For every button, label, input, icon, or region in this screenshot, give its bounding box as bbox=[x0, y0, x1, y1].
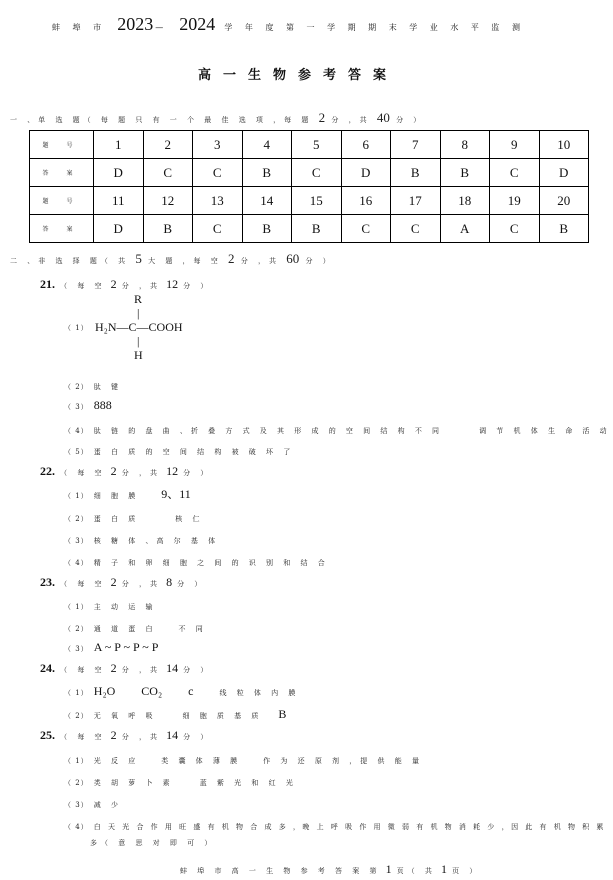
footer-text: 蚌 埠 市 高 一 生 物 参 考 答 案 第 bbox=[180, 867, 381, 875]
section-2-heading bbox=[10, 251, 334, 267]
answer-text: 光 反 应 bbox=[93, 757, 140, 765]
score-text: （ 每 空 bbox=[60, 733, 106, 741]
row-label-answer: 答 案 bbox=[30, 215, 94, 243]
exam-header bbox=[52, 14, 525, 35]
answer-text: A ~ P ~ P ~ P bbox=[93, 640, 159, 654]
answer-label: （ 1） bbox=[64, 603, 89, 611]
q25-answer-2 bbox=[64, 770, 297, 789]
question-number: 21. bbox=[40, 277, 55, 291]
table-cell: 11 bbox=[94, 187, 144, 215]
table-cell: C bbox=[490, 159, 540, 187]
answer-label: （ 4） bbox=[64, 559, 89, 567]
answer-text-2: 调 节 机 体 生 命 活 动 bbox=[479, 427, 611, 435]
table-cell: 12 bbox=[143, 187, 193, 215]
score-text: （ 每 空 bbox=[60, 580, 106, 588]
q22-answer-2 bbox=[64, 506, 203, 525]
score-text: 分 ） bbox=[183, 666, 212, 674]
section-1-text-b: 分 ，共 bbox=[331, 116, 371, 124]
question-number: 22. bbox=[40, 464, 55, 478]
table-cell: B bbox=[539, 215, 589, 243]
score-total: 12 bbox=[166, 464, 179, 478]
row-label-question: 题 号 bbox=[30, 187, 94, 215]
table-cell: B bbox=[292, 215, 342, 243]
answer-label: （ 5） bbox=[64, 448, 89, 456]
table-cell: 13 bbox=[193, 187, 243, 215]
answer-label: （ 2） bbox=[64, 625, 89, 633]
q23-answer-3 bbox=[64, 636, 158, 655]
page-number: 1 bbox=[385, 862, 392, 876]
section-1-text-a: 一 、单 选 题（ 每 题 只 有 一 个 最 佳 选 项 ，每 题 bbox=[10, 116, 313, 124]
header-year-start: 2023 bbox=[117, 14, 154, 34]
answer-label: （ 2） bbox=[64, 515, 89, 523]
question-number: 25. bbox=[40, 728, 55, 742]
score-total: 12 bbox=[166, 277, 179, 291]
score-points: 2 bbox=[110, 728, 117, 742]
header-suffix: 学 年 度 第 一 学 期 期 末 学 业 水 平 监 测 bbox=[224, 23, 525, 32]
header-prefix: 蚌 埠 市 bbox=[52, 23, 107, 32]
answer-text-2: 蓝 紫 光 和 红 光 bbox=[199, 779, 297, 787]
formula-bond-top: | bbox=[137, 306, 140, 320]
answer-table bbox=[29, 130, 589, 243]
table-cell: C bbox=[292, 159, 342, 187]
answer-text-3: c bbox=[188, 684, 194, 698]
table-cell: 7 bbox=[391, 131, 441, 159]
table-cell: C bbox=[490, 215, 540, 243]
score-text: 分 ） bbox=[183, 469, 212, 477]
score-text: 分 ） bbox=[177, 580, 206, 588]
table-cell: B bbox=[242, 159, 292, 187]
answer-text: 细 胞 膜 bbox=[93, 492, 140, 500]
answer-text: H₂O bbox=[93, 684, 116, 698]
table-cell: 14 bbox=[242, 187, 292, 215]
question-23-heading bbox=[40, 571, 205, 590]
q25-answer-4 bbox=[64, 814, 606, 833]
section-1-heading bbox=[10, 110, 424, 126]
score-text: 分 ） bbox=[183, 282, 212, 290]
answer-label: （ 1） bbox=[64, 757, 89, 765]
question-number: 23. bbox=[40, 575, 55, 589]
table-cell: 18 bbox=[440, 187, 490, 215]
answer-text: 无 氧 呼 吸 bbox=[93, 712, 157, 720]
page-total: 1 bbox=[441, 862, 447, 876]
table-cell: D bbox=[341, 159, 391, 187]
table-cell: 8 bbox=[440, 131, 490, 159]
q21-answer-3 bbox=[64, 394, 112, 413]
answer-text-2: 核 仁 bbox=[175, 515, 204, 523]
section-2-text-d: 分 ） bbox=[305, 257, 334, 265]
table-cell: 17 bbox=[391, 187, 441, 215]
q21-answer-1-label: （ 1） bbox=[64, 324, 89, 332]
row-label-answer: 答 案 bbox=[30, 159, 94, 187]
table-cell: D bbox=[539, 159, 589, 187]
table-cell: 15 bbox=[292, 187, 342, 215]
table-cell: 2 bbox=[143, 131, 193, 159]
table-cell: 4 bbox=[242, 131, 292, 159]
answer-label: （ 3） bbox=[64, 403, 89, 411]
answer-text: 蛋 白 质 的 空 间 结 构 被 破 坏 了 bbox=[93, 448, 295, 456]
q25-answer-4-continued: 多（ 意 思 对 即 可 ） bbox=[90, 839, 216, 847]
table-cell: 10 bbox=[539, 131, 589, 159]
section-1-points: 2 bbox=[318, 110, 326, 125]
table-cell: 9 bbox=[490, 131, 540, 159]
section-1-total: 40 bbox=[376, 110, 390, 125]
section-2-points: 2 bbox=[228, 251, 235, 266]
table-cell: B bbox=[391, 159, 441, 187]
section-2-text-c: 分 ，共 bbox=[240, 257, 280, 265]
table-cell: 1 bbox=[94, 131, 144, 159]
score-text: （ 每 空 bbox=[60, 469, 106, 477]
answer-text: 主 动 运 输 bbox=[93, 603, 157, 611]
header-year-end: 2024 bbox=[179, 14, 216, 34]
answer-label: （ 2） bbox=[64, 779, 89, 787]
score-text: 分 ） bbox=[183, 733, 212, 741]
answer-text-4: 线 粒 体 内 膜 bbox=[219, 689, 300, 697]
row-label-question: 题 号 bbox=[30, 131, 94, 159]
table-row-question-numbers-1 bbox=[30, 131, 589, 159]
answer-text: 白 天 光 合 作 用 旺 盛 有 机 物 合 成 多 ，晚 上 呼 吸 作 用 微 弱 有 机 物 消 耗 少 ，因 此 有 机 物 积 累 bbox=[93, 823, 606, 831]
q25-answer-3 bbox=[64, 792, 122, 811]
answer-text-3: B bbox=[278, 707, 287, 721]
answer-label: （ 4） bbox=[64, 427, 89, 435]
score-text: 分 ，共 bbox=[121, 733, 161, 741]
answer-text: 减 少 bbox=[93, 801, 123, 809]
table-cell: D bbox=[94, 215, 144, 243]
footer-text: 页 ） bbox=[452, 867, 481, 875]
table-row-answers-2 bbox=[30, 215, 589, 243]
table-cell: D bbox=[94, 159, 144, 187]
header-dash: — bbox=[155, 23, 169, 32]
answer-label: （ 3） bbox=[64, 645, 89, 653]
score-text: （ 每 空 bbox=[60, 666, 106, 674]
answer-text-2: 9、11 bbox=[161, 487, 191, 501]
score-total: 8 bbox=[166, 575, 173, 589]
page-footer bbox=[180, 858, 480, 877]
score-points: 2 bbox=[110, 661, 117, 675]
answer-text: 蛋 白 质 bbox=[93, 515, 140, 523]
table-cell: 19 bbox=[490, 187, 540, 215]
score-text: 分 ，共 bbox=[121, 469, 161, 477]
answer-label: （ 2） bbox=[64, 383, 89, 391]
answer-text-2: 细 胞 质 基 质 bbox=[182, 712, 263, 720]
score-text: 分 ，共 bbox=[121, 666, 161, 674]
page-title: 高一生物参考答案 bbox=[198, 68, 399, 83]
section-2-total: 60 bbox=[286, 251, 300, 266]
q22-answer-3 bbox=[64, 528, 219, 547]
section-1-text-c: 分 ） bbox=[396, 116, 425, 124]
answer-text: 肽 链 的 盘 曲 、折 叠 方 式 及 其 形 成 的 空 间 结 构 不 同 bbox=[93, 427, 444, 435]
q23-answer-1 bbox=[64, 594, 156, 613]
table-cell: 20 bbox=[539, 187, 589, 215]
q22-answer-1 bbox=[64, 483, 191, 502]
table-cell: 5 bbox=[292, 131, 342, 159]
question-22-heading bbox=[40, 460, 211, 479]
answer-label: （ 3） bbox=[64, 537, 89, 545]
answer-label: （ 1） bbox=[64, 689, 89, 697]
question-number: 24. bbox=[40, 661, 55, 675]
table-cell: 6 bbox=[341, 131, 391, 159]
answer-label: （ 2） bbox=[64, 712, 89, 720]
score-total: 14 bbox=[166, 661, 179, 675]
question-24-heading bbox=[40, 657, 211, 676]
q24-answer-2 bbox=[64, 703, 286, 722]
q22-answer-4 bbox=[64, 550, 329, 569]
table-cell: B bbox=[143, 215, 193, 243]
answer-text-2: 类 囊 体 薄 膜 bbox=[161, 757, 242, 765]
table-cell: C bbox=[391, 215, 441, 243]
answer-label: （ 1） bbox=[64, 492, 89, 500]
answer-text-2: 不 同 bbox=[178, 625, 207, 633]
table-cell: A bbox=[440, 215, 490, 243]
answer-label: （ 4） bbox=[64, 823, 89, 831]
section-2-count: 5 bbox=[135, 251, 142, 266]
footer-text: 页（ 共 bbox=[396, 867, 436, 875]
formula-bond-bottom: | bbox=[137, 334, 140, 348]
q24-answer-1 bbox=[64, 680, 299, 699]
score-text: （ 每 空 bbox=[60, 282, 106, 290]
answer-text-2: CO₂ bbox=[141, 684, 163, 698]
section-2-text-a: 二 、非 选 择 题（ 共 bbox=[10, 257, 130, 265]
table-cell: 16 bbox=[341, 187, 391, 215]
score-points: 2 bbox=[110, 575, 117, 589]
table-cell: C bbox=[341, 215, 391, 243]
table-cell: B bbox=[242, 215, 292, 243]
table-cell: 3 bbox=[193, 131, 243, 159]
table-cell: B bbox=[440, 159, 490, 187]
answer-text: 肽 键 bbox=[93, 383, 123, 391]
answer-label: （ 3） bbox=[64, 801, 89, 809]
table-cell: C bbox=[143, 159, 193, 187]
formula-hydrogen: H bbox=[134, 348, 143, 362]
section-2-text-b: 大 题 ，每 空 bbox=[148, 257, 222, 265]
q21-answer-2 bbox=[64, 374, 122, 393]
table-row-question-numbers-2 bbox=[30, 187, 589, 215]
q21-answer-5 bbox=[64, 439, 294, 458]
formula-r-group: R bbox=[134, 292, 143, 306]
answer-text: 精 子 和 卵 细 胞 之 间 的 识 别 和 结 合 bbox=[93, 559, 329, 567]
q25-answer-1 bbox=[64, 748, 423, 767]
q21-answer-4 bbox=[64, 418, 611, 437]
q23-answer-2 bbox=[64, 616, 207, 635]
score-text: 分 ，共 bbox=[121, 282, 161, 290]
question-21-heading bbox=[40, 273, 211, 292]
question-25-heading bbox=[40, 724, 211, 743]
answer-text: 类 胡 萝 卜 素 bbox=[93, 779, 174, 787]
answer-text: 888 bbox=[93, 398, 112, 412]
score-text: 分 ，共 bbox=[121, 580, 161, 588]
formula-main-chain: H₂N—C—COOH bbox=[95, 320, 183, 334]
score-total: 14 bbox=[166, 728, 179, 742]
answer-text: 通 道 蛋 白 bbox=[93, 625, 157, 633]
table-row-answers-1 bbox=[30, 159, 589, 187]
table-cell: C bbox=[193, 215, 243, 243]
answer-text: 核 糖 体 、高 尔 基 体 bbox=[93, 537, 220, 545]
score-points: 2 bbox=[110, 277, 117, 291]
table-cell: C bbox=[193, 159, 243, 187]
answer-text-3: 作 为 还 原 剂 ，提 供 能 量 bbox=[263, 757, 423, 765]
score-points: 2 bbox=[110, 464, 117, 478]
